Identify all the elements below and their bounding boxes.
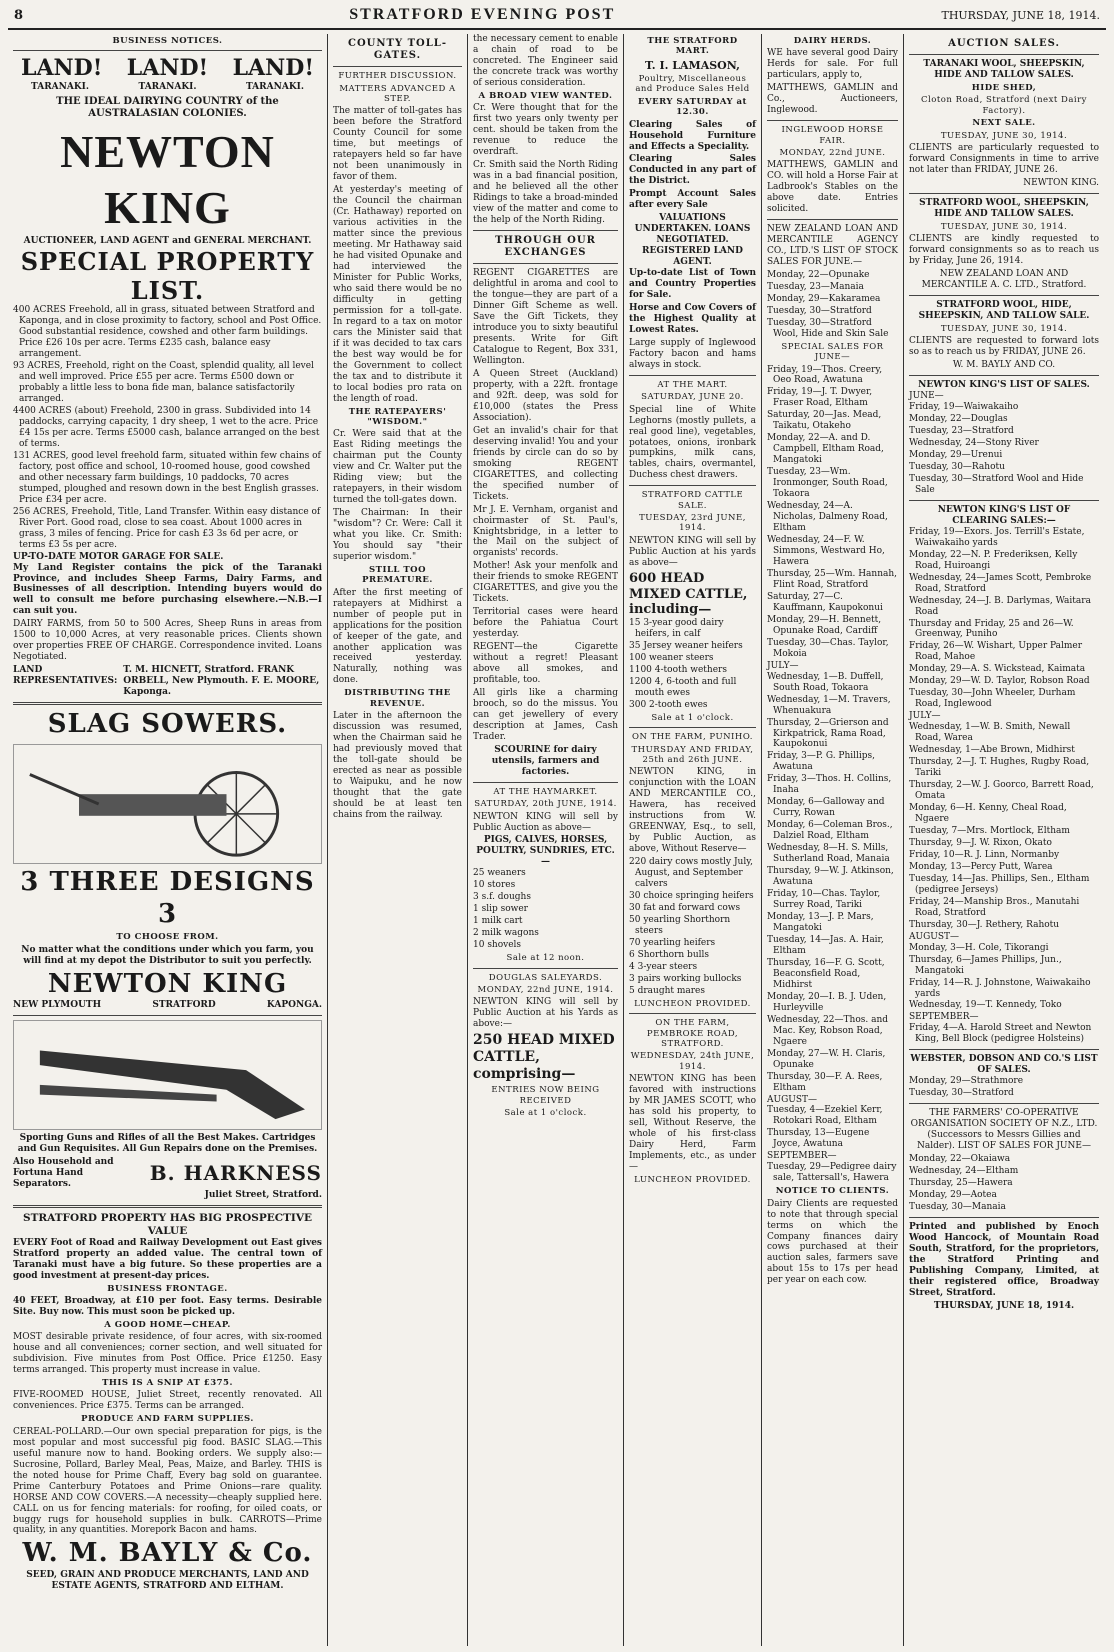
frontage-title: BUSINESS FRONTAGE.: [107, 1283, 228, 1294]
designs-note: No matter what the conditions under which you farm, you will find at my depot the Distributor to suit you perfectly.: [21, 944, 314, 966]
mart-title: THE STRATFORD MART.: [647, 36, 738, 57]
july-sales: Wednesday, 1—B. Duffell, South Road, Tokaora Wednesday, 1—M. Travers, Whenuakura Thursday, 2—Grierson and Kirkpatrick, Rama Road, Kaupokonui Friday, 3—P. G. Phillips, Awatuna Friday, 3—Thos. H. Collins, Inaha Monday, 6—Galloway and Curry, Rowan Monday, 6—Coleman Bros., Dalziel Road, Eltham Wednesday, 8—H. S. Mills, Sutherland Road, Manaia Thursday, 9—W. J. Atkinson, Awatuna Friday, 10—Chas. Taylor, Surrey Road, Tariki Monday, 13—J. P. Mars, Mangatoki Tuesday, 14—Jas. A. Hair, Eltham Thursday, 16—F. G. Scott, Beaconsfield Road, Midhirst Monday, 20—I. B. J. Uden, Hurleyville Wednesday, 22—Thos. and Mac. Key, Robson Road, Ngaere Monday, 27—W. H. Claris, Opunake Thursday, 30—F. A. Rees, Eltham: [767, 671, 894, 1093]
separators-text: Also Household and Fortuna Hand Separators.: [13, 1157, 114, 1190]
article-paragraph: After the first meeting of ratepayers at Midhirst a number of people put in applications for the position of keeper of the gate, and another application was received yesterday. Naturally, nothing was done.: [333, 587, 462, 686]
column-mart: THE STRATFORD MART. T. I. LAMASON, Poultry, Miscellaneous and Produce Sales Held EVERY SATURDAY at 12.30. Clearing Sales of Household Furniture and Effects a Speciality. Clearing Sales Conducted in any part of the District. Prompt Account Sales after every Sale VALUATIONS UNDERTAKEN. LOANS NEGOTIATED. REGISTERED LAND AGENT. Up-to-date List of Town and Country Properties for Sale. Horse and Cow Covers of the Highest Quality at Lowest Rates. Large supply of Inglewood Factory bacon and hams always in stock. AT THE MART. SATURDAY, JUNE 20. Special line of White Leghorns (mostly pullets, a real good line), vegetables, potatoes, onions, ironbark pumpkins, milk cans, tables, chairs, overmantel, Duchess chest drawers. STRATFORD CATTLE SALE. TUESDAY, 23rd JUNE, 1914. NEWTON KING will sell by Public Auction at his yards as above— 600 HEAD MIXED CATTLE, including— 15 3-year good dairy heifers, in calf 35 Jersey weaner heifers 100 weaner steers 1100 4-tooth wethers 1200 4, 6-tooth and full mouth ewes 300 2-tooth ewes Sale at 1 o'clock. ON THE FARM, PUNIHO. THURSDAY AND FRIDAY, 25th and 26th JUNE. NEWTON KING, in conjunction with the LOAN AND MERCANTILE CO., Hawera, has received instructions from W. GREENWAY, Esq., to sell, by Public Auction, as above, Without Reserve— 220 dairy cows mostly July, August, and September calvers 30 choice springing heifers 30 fat and forward cows 50 yearling Shorthorn steers 70 yearling heifers 6 Shorthorn bulls 4 3-year steers 3 pairs working bullocks 5 draught mares LUNCHEON PROVIDED. ON THE FARM, PEMBROKE ROAD, STRATFORD. WEDNESDAY, 24th JUNE, 1914. NEWTON KING has been favored with instructions by MR JAMES SCOTT, who has sold his property, to sell, Without Reserve, the whole of his first-class Dairy Herd, Farm Implements, etc., as under— LUNCHEON PROVIDED.: [624, 34, 762, 1646]
firm-subtitle: AUCTIONEER, LAND AGENT and GENERAL MERCHANT.: [23, 235, 312, 246]
property-listings: [13, 305, 322, 550]
exchange-item: Territorial cases were heard before the Pahiatua Court yesterday.: [473, 607, 618, 640]
frontage-text: 40 FEET, Broadway, at £10 per foot. Easy terms. Desirable Site. Buy now. This must soon be picked up.: [13, 1295, 322, 1317]
imprint-date: THURSDAY, JUNE 18, 1914.: [933, 1300, 1075, 1311]
mart-every: EVERY SATURDAY at 12.30.: [638, 96, 747, 118]
exchange-item: REGENT—the Cigarette without a regret! Pleasant above all smokes, and profitable, too.: [473, 642, 618, 686]
article-paragraph: Later in the afternoon the discussion was resumed, when the Chairman said he had previously moved that the toll-gate should be erected as near as possible to Waipuku, and he now thought that the gate should be at least ten chains from the railway.: [333, 711, 462, 820]
column-toll-gates: [328, 34, 468, 1646]
article-paragraph: The matter of toll-gates has been before the Stratford County Council for some time, but meetings of ratepayers held so far have not been unanimously in favor of them.: [333, 106, 462, 183]
garage-title: UP-TO-DATE MOTOR GARAGE FOR SALE.: [13, 551, 224, 562]
taranaki-subline: TARANAKI. TARANAKI. TARANAKI.: [31, 82, 304, 93]
harkness-name: B. HARKNESS: [149, 1161, 322, 1186]
column-business-notices: [8, 34, 328, 1646]
designs-subline: TO CHOOSE FROM.: [116, 932, 219, 943]
produce-title: PRODUCE AND FARM SUPPLIES.: [81, 1414, 254, 1425]
exchange-item: Mr J. E. Vernham, organist and choirmaster of St. Paul's, Knightsbridge, in a letter to the Mail on the subject of organists' records.: [473, 504, 618, 559]
exchange-item: All girls like a charming brooch, so do the missus. You can get jewellery of every description at James, Cash Trader.: [473, 688, 618, 742]
snip-text: FIVE-ROOMED HOUSE, Juliet Street, recently renovated. All conveniences. Price £375. Terms can be arranged.: [13, 1390, 322, 1412]
sale-date: SATURDAY, 20th JUNE, 1914.: [474, 799, 617, 810]
cattle-headline: 250 HEAD MIXED CATTLE, comprising—: [473, 1032, 615, 1083]
sale-time: Sale at 1 o'clock.: [504, 1108, 587, 1119]
firm-name-2: NEWTON KING: [47, 968, 288, 999]
article-subhead: MATTERS ADVANCED A STEP.: [339, 83, 456, 105]
stock-sales: Monday, 22—Opunake Tuesday, 23—Manaia Monday, 29—Kakaramea Tuesday, 30—Stratford Tuesday, 30—Stratford Wool, Hide and Skin Sale: [767, 269, 889, 339]
slag-sower-illustration: [13, 744, 322, 864]
article-paragraph: Cr. Were said that at the East Riding meetings the chairman put the County view and Cr. Walter put the Riding view; but the ratepayers, in their wisdom turned the toll-gates down.: [333, 429, 462, 506]
branch-towns: NEW PLYMOUTH STRATFORD KAPONGA.: [13, 1000, 322, 1011]
mart-owner: T. I. LAMASON,: [645, 58, 740, 72]
cattle-items: 15 3-year good dairy heifers, in calf 35 Jersey weaner heifers 100 weaner steers 1100 4-tooth wethers 1200 4, 6-tooth and full mouth ewes 300 2-tooth ewes: [629, 618, 743, 711]
article-subhead: DISTRIBUTING THE REVENUE.: [344, 688, 451, 709]
bayly-name: W. M. BAYLY & Co.: [22, 1538, 313, 1569]
listing: 400 ACRES Freehold, all in grass, situated between Stratford and Kaponga, and in close proximity to factory, school and Post Office. Good substantial residence, cowshed and other farm buildings. Price £26 10s per acre. Terms £235 cash, balance easy arrangement.: [13, 305, 322, 360]
exchange-item: Get an invalid's chair for that deserving invalid! You and your friends by circle can do so by smoking REGENT CIGARETTES, and collecting the specified number of Tickets.: [473, 425, 618, 502]
produce-text: CEREAL-POLLARD.—Our own special preparation for pigs, is the most popular and most successful pig food. BASIC SLAG.—This useful manure now to hand. Booking orders. We supply also:—Sucrosine, Pollard, Barley Meal, Peas, Maize, and Barley. THIS is the noted house for Prime Chaff, Every bag sold on guarantee. Prime Canterbury Potatoes and Prime Onions—rare quality. HORSE AND COW COVERS.—A necessity—cheaply supplied here. CALL on us for fencing materials: for roofing, for oiled coats, or buggy rugs for household supplies in bulk. CARROTS—Prime quality, in any quantities. Morepork Bacon and hams.: [13, 1426, 322, 1536]
tagline: THE IDEAL DAIRYING COUNTRY of the AUSTRALASIAN COLONIES.: [56, 96, 279, 120]
firm-name: NEWTON KING: [60, 125, 275, 233]
exchange-item: SCOURINE for dairy utensils, farmers and factories.: [491, 744, 600, 777]
farm-items: 220 dairy cows mostly July, August, and September calvers 30 choice springing heifers 30 fat and forward cows 50 yearling Shorthorn steers 70 yearling heifers 6 Shorthorn bulls 4 3-year steers 3 pairs working bullocks 5 draught mares: [629, 857, 754, 996]
masthead: [8, 6, 1106, 30]
article-paragraph: At yesterday's meeting of the Council the chairman (Cr. Hathaway) reported on various activities in the matter since the previous meeting. Mr Hathaway said he had visited Opunake and had interviewed the Minister for Public Works, who said there would be no difficulty in getting permission for a toll-gate. In regard to a tax on motor cars the Minister said that if it was decided to tax cars the best way would be for the Government to collect the tax and to distribute it to local bodies pro rata on the length of road.: [333, 185, 462, 404]
dairy-farms-line: DAIRY FARMS, from 50 to 500 Acres, Sheep Runs in areas from 1500 to 10,000 Acres, at very reasonable prices. Clients shown over properties FREE OF CHARGE. Correspondence invited. Loans Negotiated.: [13, 619, 322, 663]
article-paragraph: The Chairman: In their "wisdom"? Cr. Were: Call it what you like. Cr. Smith: You should say "their superior wisdom.": [333, 508, 462, 562]
page-number: 8: [14, 8, 24, 23]
sale-items-title: PIGS, CALVES, HORSES, POULTRY, SUNDRIES, ETC.—: [476, 835, 615, 868]
snip-title: THIS IS A SNIP AT £375.: [102, 1378, 233, 1389]
listing: 256 ACRES, Freehold, Title, Land Transfer. Within easy distance of River Port. Good road, close to sea coast. About 1000 acres in grass, 3 miles of fencing. Price for cash £3 3s 6d per acre, or terms £3 5s per acre.: [13, 506, 321, 550]
exchanges-headline: THROUGH OUR EXCHANGES: [495, 234, 596, 259]
prospect-title: STRATFORD PROPERTY HAS BIG PROSPECTIVE VALUE: [23, 1212, 312, 1237]
special-sales: Friday, 19—Thos. Creery, Oeo Road, Awatuna Friday, 19—J. T. Dwyer, Fraser Road, Eltham Saturday, 20—Jas. Mead, Taikatu, Otakeho Monday, 22—A. and D. Campbell, Eltham Road, Mangatoki Tuesday, 23—Wm. Ironmonger, South Road, Tokaora Wednesday, 24—A. Nicholas, Dalmeny Road, Eltham Wednesday, 24—F. W. Simmons, Westward Ho, Hawera Thursday, 25—Wm. Hannah, Flint Road, Stratford Saturday, 27—C. Kauffmann, Kaupokonui Monday, 29—H. Bennett, Opunake Road, Cardiff Tuesday, 30—Chas. Taylor, Mokoia: [767, 364, 898, 659]
sale-text: NEWTON KING will sell by Public Auction at his Yards as above:—: [473, 997, 618, 1030]
listing: 131 ACRES, good level freehold farm, situated within few chains of factory, post office and school, 10-roomed house, good cowshed and other necessary farm buildings, 10 paddocks, 70 acres stumped, ploughed and resown down in the best English grasses. Price £34 per acre.: [13, 450, 321, 505]
exchange-item: REGENT CIGARETTES are delightful in aroma and cool to the tongue—they are part of a Dinner Gift Scheme as well. Save the Gift Tickets, they introduce you to sixty beautiful presents. Write for Gift Catalogue to Regent, Box 331, Wellington.: [473, 268, 618, 366]
listing: 4400 ACRES (about) Freehold, 2300 in grass. Subdivided into 14 paddocks, carrying capacity, 1 dry sheep, 1 wet to the acre. Price £4 15s per acre. Terms £5000 cash, balance arranged on the best of terms.: [13, 405, 320, 449]
column-auction-sales: AUCTION SALES. TARANAKI WOOL, SHEEPSKIN, HIDE AND TALLOW SALES. HIDE SHED, Cloton Road, Stratford (next Dairy Factory). NEXT SALE. TUESDAY, JUNE 30, 1914. CLIENTS are particularly requested to forward Consignments in time to arrive not later than FRIDAY, JUNE 26. NEWTON KING. STRATFORD WOOL, SHEEPSKIN, HIDE AND TALLOW SALES. TUESDAY, JUNE 30, 1914. CLIENTS are kindly requested to forward consignments so as to reach us by Friday, June 26, 1914. NEW ZEALAND LOAN AND MERCANTILE A. C. LTD., Stratford. STRATFORD WOOL, HIDE, SHEEPSKIN, AND TALLOW SALE. TUESDAY, JUNE 30, 1914. CLIENTS are requested to forward lots so as to reach us by FRIDAY, JUNE 26. W. M. BAYLY AND CO. NEWTON KING'S LIST OF SALES. JUNE— Friday, 19—Waiwakaiho Monday, 22—Douglas Tuesday, 23—Stratford Wednesday, 24—Stony River Monday, 29—Urenui Tuesday, 30—Rahotu Tuesday, 30—Stratford Wool and Hide Sale NEWTON KING'S LIST OF CLEARING SALES:— Friday, 19—Exors. Jos. Terrill's Estate, Waiwakaiho yards Monday, 22—N. P. Frederiksen, Kelly Road, Huiroangi Wednesday, 24—James Scott, Pembroke Road, Stratford Wednesday, 24—J. B. Darlymas, Waitara Road Thursday and Friday, 25 and 26—W. Greenway, Puniho Friday, 26—W. Wishart, Upper Palmer Road, Mahoe Monday, 29—A. S. Wickstead, Kaimata Monday, 29—W. D. Taylor, Robson Road Tuesday, 30—John Wheeler, Durham Road, Inglewood JULY— Wednesday, 1—W. B. Smith, Newall Road, Warea Wednesday, 1—Abe Brown, Midhirst Thursday, 2—J. T. Hughes, Rugby Road, Tariki Thursday, 2—W. J. Goorco, Barrett Road, Omata Monday, 6—H. Kenny, Cheal Road, Ngaere Tuesday, 7—Mrs. Mortlock, Eltham Thursday, 9—J. W. Rixon, Okato Friday, 10—R. J. Linn, Normanby Monday, 13—Percy Putt, Warea Tuesday, 14—Jas. Phillips, Sen., Eltham (pedigree Jerseys) Friday, 24—Manship Bros., Manutahi Road, Stratford Thursday, 30—J. Rethery, Rahotu AUGUST— Monday, 3—H. Cole, Tikorangi Thursday, 6—James Phillips, Jun., Mangatoki Friday, 14—R. J. Johnstone, Waiwakaiho yards Wednesday, 19—T. Kennedy, Toko SEPTEMBER— Friday, 4—A. Harold Street and Newton King, Bell Block (pedigree Holsteins) WEBSTER, DOBSON AND CO.'S LIST OF SALES. Monday, 29—Strathmore Tuesday, 30—Stratford THE FARMERS' CO-OPERATIVE ORGANISATION SOCIETY OF N.Z., LTD. (Successors to Messrs Gillies and Nalder). LIST OF SALES FOR JUNE— Monday, 22—Okaiawa Wednesday, 24—Eltham Thursday, 25—Hawera Monday, 29—Aotea Tuesday, 30—Manaia Printed and published by Enoch Wood Hancock, of Mountain Road South, Stratford, for the proprietors, the Stratford Printing and Publishing Company, Limited, at their registered office, Broadway Street, Stratford. THURSDAY, JUNE 18, 1914.: [909, 38, 1099, 1311]
sale-heading: DOUGLAS SALEYARDS.: [488, 972, 603, 983]
register-note: My Land Register contains the pick of the Taranaki Province, and includes Sheep Farms, Dairy Farms, and Businesses of all description. Intending buyers would do well to consult me before purchasing elsewhere.—N.B.—I can suit you.: [13, 562, 322, 617]
exchange-item: A Queen Street (Auckland) property, with a 22ft. frontage and 92ft. deep, was sold for £10,000 (states the Press Association).: [473, 368, 618, 423]
article-subhead: THE RATEPAYERS' "WISDOM.": [348, 406, 447, 427]
guns-text: Sporting Guns and Rifles of all the Best Makes. Cartridges and Gun Requisites. All Gun Repairs done on the Premises.: [17, 1133, 318, 1155]
sale-time: Sale at 12 noon.: [506, 953, 585, 964]
home-title: A GOOD HOME—CHEAP.: [104, 1319, 231, 1330]
article-paragraph: Cr. Smith said the North Riding was in a bad financial position, and he believed all the other Ridings to take a broad-minded view of the matter and come to the help of the North Riding.: [473, 160, 618, 225]
bayly-subtitle: SEED, GRAIN AND PRODUCE MERCHANTS, LAND AND ESTATE AGENTS, STRATFORD AND ELTHAM.: [26, 1570, 309, 1592]
article-subhead: STILL TOO PREMATURE.: [362, 564, 433, 586]
land-representatives: LAND REPRESENTATIVES: T. M. HICNETT, Stratford. FRANK ORBELL, New Plymouth. F. E. MOORE, Kaponga.: [13, 665, 320, 698]
property-list-title: SPECIAL PROPERTY LIST.: [20, 246, 315, 305]
entries-note: ENTRIES NOW BEING RECEIVED: [491, 1085, 600, 1106]
mart-subtitle: Poultry, Miscellaneous and Produce Sales Held: [635, 74, 750, 95]
exchange-item: Mother! Ask your menfolk and their friends to smoke REGENT CIGARETTES, and give you the Tickets.: [473, 561, 618, 605]
home-text: MOST desirable private residence, of four acres, with six-roomed house and all conveniences; corner section, and well situated for subdivision. Five minutes from Post Office. Price £1250. Easy terms arranged. This property must increase in value.: [13, 1332, 322, 1376]
prospect-text: EVERY Foot of Road and Railway Development out East gives Stratford property an added value. The central town of Taranaki must have a big future. So these properties are a good investment at present-day prices.: [13, 1237, 322, 1281]
harkness-address: Juliet Street, Stratford.: [204, 1190, 322, 1201]
article-paragraph: the necessary cement to enable a chain of road to be concreted. The Engineer said the concrete track was worthy of serious consideration.: [473, 34, 618, 88]
newspaper-title: STRATFORD EVENING POST: [349, 6, 616, 23]
article-subhead: FURTHER DISCUSSION.: [338, 71, 457, 82]
section-label: BUSINESS NOTICES.: [112, 36, 223, 46]
sale-heading: AT THE HAYMARKET.: [493, 786, 598, 797]
column-exchanges: [468, 34, 624, 1646]
land-headline: LAND! LAND! LAND!: [21, 55, 314, 82]
article-headline: COUNTY TOLL-GATES.: [348, 38, 447, 62]
listing: 93 ACRES, Freehold, right on the Coast, splendid quality, all level and well improved. Price £55 per acre. Terms £500 down or probably a little less to bona fide man, balance satisfactorily arranged.: [13, 361, 314, 404]
column-dairy-herds: DAIRY HERDS. WE have several good Dairy Herds for sale. For full particulars, apply to, MATTHEWS, GAMLIN and Co., Auctioneers, Inglewood. INGLEWOOD HORSE FAIR. MONDAY, 22nd JUNE. MATTHEWS, GAMLIN and CO. will hold a Horse Fair at Ladbrook's Stables on the above date. Entries solicited. NEW ZEALAND LOAN AND MERCANTILE AGENCY CO., LTD.'S LIST OF STOCK SALES FOR JUNE.— Monday, 22—Opunake Tuesday, 23—Manaia Monday, 29—Kakaramea Tuesday, 30—Stratford Tuesday, 30—Stratford Wool, Hide and Skin Sale SPECIAL SALES FOR JUNE— Friday, 19—Thos. Creery, Oeo Road, Awatuna Friday, 19—J. T. Dwyer, Fraser Road, Eltham Saturday, 20—Jas. Mead, Taikatu, Otakeho Monday, 22—A. and D. Campbell, Eltham Road, Mangatoki Tuesday, 23—Wm. Ironmonger, South Road, Tokaora Wednesday, 24—A. Nicholas, Dalmeny Road, Eltham Wednesday, 24—F. W. Simmons, Westward Ho, Hawera Thursday, 25—Wm. Hannah, Flint Road, Stratford Saturday, 27—C. Kauffmann, Kaupokonui Monday, 29—H. Bennett, Opunake Road, Cardiff Tuesday, 30—Chas. Taylor, Mokoia JULY— Wednesday, 1—B. Duffell, South Road, Tokaora Wednesday, 1—M. Travers, Whenuakura Thursday, 2—Grierson and Kirkpatrick, Rama Road, Kaupokonui Friday, 3—P. G. Phillips, Awatuna Friday, 3—Thos. H. Collins, Inaha Monday, 6—Galloway and Curry, Rowan Monday, 6—Coleman Bros., Dalziel Road, Eltham Wednesday, 8—H. S. Mills, Sutherland Road, Manaia Thursday, 9—W. J. Atkinson, Awatuna Friday, 10—Chas. Taylor, Surrey Road, Tariki Monday, 13—J. P. Mars, Mangatoki Tuesday, 14—Jas. A. Hair, Eltham Thursday, 16—F. G. Scott, Beaconsfield Road, Midhirst Monday, 20—I. B. J. Uden, Hurleyville Wednesday, 22—Thos. and Mac. Key, Robson Road, Ngaere Monday, 27—W. H. Claris, Opunake Thursday, 30—F. A. Rees, Eltham AUGUST— Tuesday, 4—Ezekiel Kerr, Rotokari Road, Eltham Thursday, 13—Eugene Joyce, Awatuna SEPTEMBER— Tuesday, 29—Pedigree dairy sale, Tattersall's, Hawera NOTICE TO CLIENTS. Dairy Clients are requested to note that through special terms on which the Company finances dairy cows purchased at their auction sales, farmers save about 15s to 17s per head per year on each cow.: [762, 34, 904, 1646]
article-paragraph: Cr. Were thought that for the first two years only twenty per cent. should be taken from the revenue to reduce the overdraft.: [473, 103, 618, 158]
issue-date: THURSDAY, JUNE 18, 1914.: [941, 9, 1100, 22]
columns: [8, 34, 1106, 1646]
rifle-illustration: [13, 1020, 322, 1130]
article-subhead: A BROAD VIEW WANTED.: [478, 90, 613, 101]
valuations: VALUATIONS UNDERTAKEN. LOANS NEGOTIATED. REGISTERED LAND AGENT.: [634, 213, 751, 268]
imprint: Printed and published by Enoch Wood Hancock, of Mountain Road South, Stratford, for the proprietors, the Stratford Printing and Publishing Company, Limited, at their registered office, Broadway Street, Stratford.: [909, 1221, 1099, 1298]
slag-sowers-title: SLAG SOWERS.: [47, 709, 288, 740]
sale-date: MONDAY, 22nd JUNE, 1914.: [477, 984, 614, 995]
designs-headline: 3 THREE DESIGNS 3: [20, 866, 315, 929]
sale-items: 25 weaners 10 stores 3 s.f. doughs 1 slip sower 1 milk cart 2 milk wagons 10 shovels: [473, 868, 539, 951]
sale-text: NEWTON KING will sell by Public Auction as above—: [473, 811, 618, 833]
